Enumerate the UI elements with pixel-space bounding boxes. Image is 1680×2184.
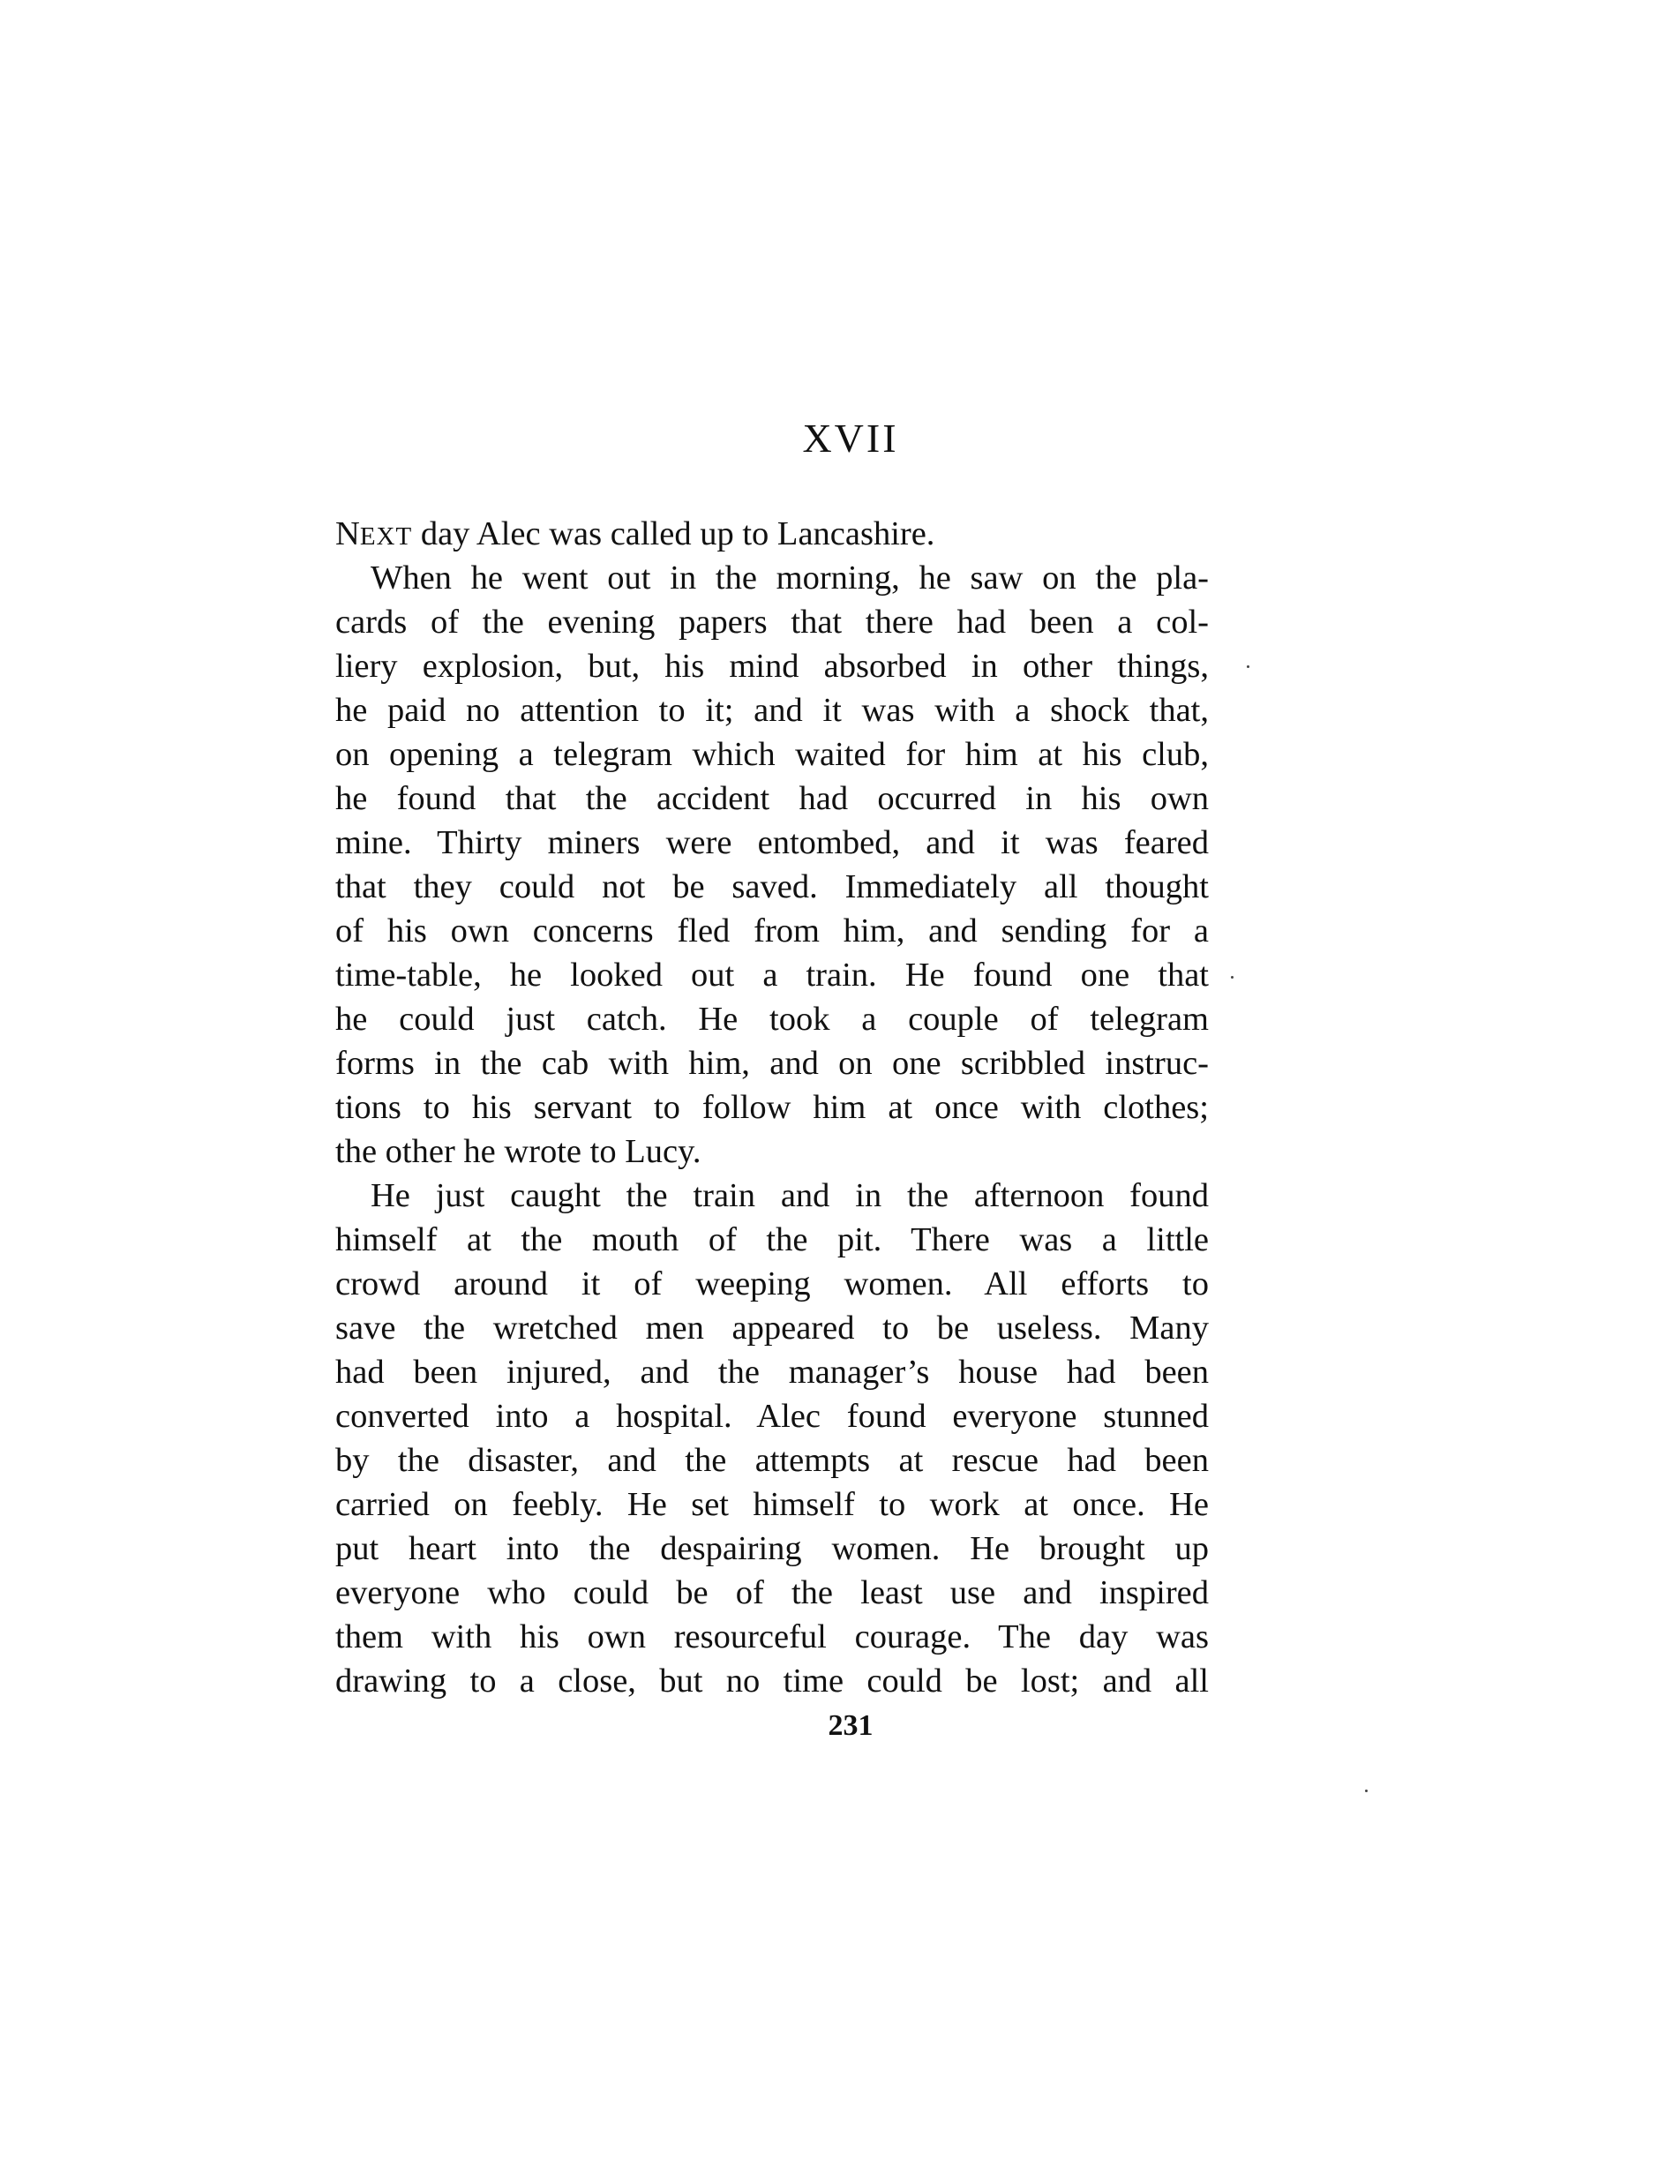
text-line: by the disaster, and the attempts at rescue had been (335, 1442, 1209, 1479)
text-line: time-table, he looked out a train. He found one that (335, 957, 1209, 994)
text-line: everyone who could be of the least use and inspired (335, 1574, 1209, 1611)
text-line: he found that the accident had occurred in his own (335, 780, 1209, 817)
text-line: When he went out in the morning, he saw on the pla- (371, 559, 1209, 597)
text-line: he paid no attention to it; and it was with a shock that, (335, 692, 1209, 729)
scan-speck (1247, 665, 1249, 668)
page-number: 231 (828, 1709, 874, 1742)
text-line: liery explosion, but, his mind absorbed in other things, (335, 648, 1209, 685)
text-line: crowd around it of weeping women. All efforts to (335, 1265, 1209, 1302)
text-line: put heart into the despairing women. He brought up (335, 1530, 1209, 1567)
text-line-content: day Alec was called up to Lancashire. (412, 515, 935, 552)
text-line: save the wretched men appeared to be useless. Many (335, 1310, 1209, 1347)
chapter-heading: XVII (802, 416, 899, 461)
text-line: tions to his servant to follow him at once with clothes; (335, 1089, 1209, 1126)
text-line: drawing to a close, but no time could be lost; and all (335, 1662, 1209, 1700)
text-line: on opening a telegram which waited for him at his club, (335, 736, 1209, 773)
scan-speck (1365, 1790, 1368, 1792)
text-line: had been injured, and the manager’s house had been (335, 1354, 1209, 1391)
text-line: them with his own resourceful courage. The day was (335, 1618, 1209, 1655)
small-caps-initial: N (335, 515, 360, 552)
text-line: he could just catch. He took a couple of telegram (335, 1001, 1209, 1038)
text-line: himself at the mouth of the pit. There was a little (335, 1221, 1209, 1258)
text-line: converted into a hospital. Alec found everyone stunned (335, 1398, 1209, 1435)
text-line: mine. Thirty miners were entombed, and it was feared (335, 824, 1209, 861)
text-line: cards of the evening papers that there had been a col- (335, 604, 1209, 641)
scan-speck (1231, 976, 1234, 979)
text-line: He just caught the train and in the afternoon found (371, 1177, 1209, 1214)
text-line: the other he wrote to Lucy. (335, 1133, 701, 1170)
text-line: carried on feebly. He set himself to work at once. He (335, 1486, 1209, 1523)
text-line: of his own concerns fled from him, and sending for a (335, 912, 1209, 949)
text-line: that they could not be saved. Immediately all thought (335, 868, 1209, 905)
text-line (335, 512, 1209, 556)
small-caps-rest: EXT (359, 522, 413, 551)
text-line: forms in the cab with him, and on one scribbled instruc- (335, 1045, 1209, 1082)
body-text (335, 512, 1209, 1703)
